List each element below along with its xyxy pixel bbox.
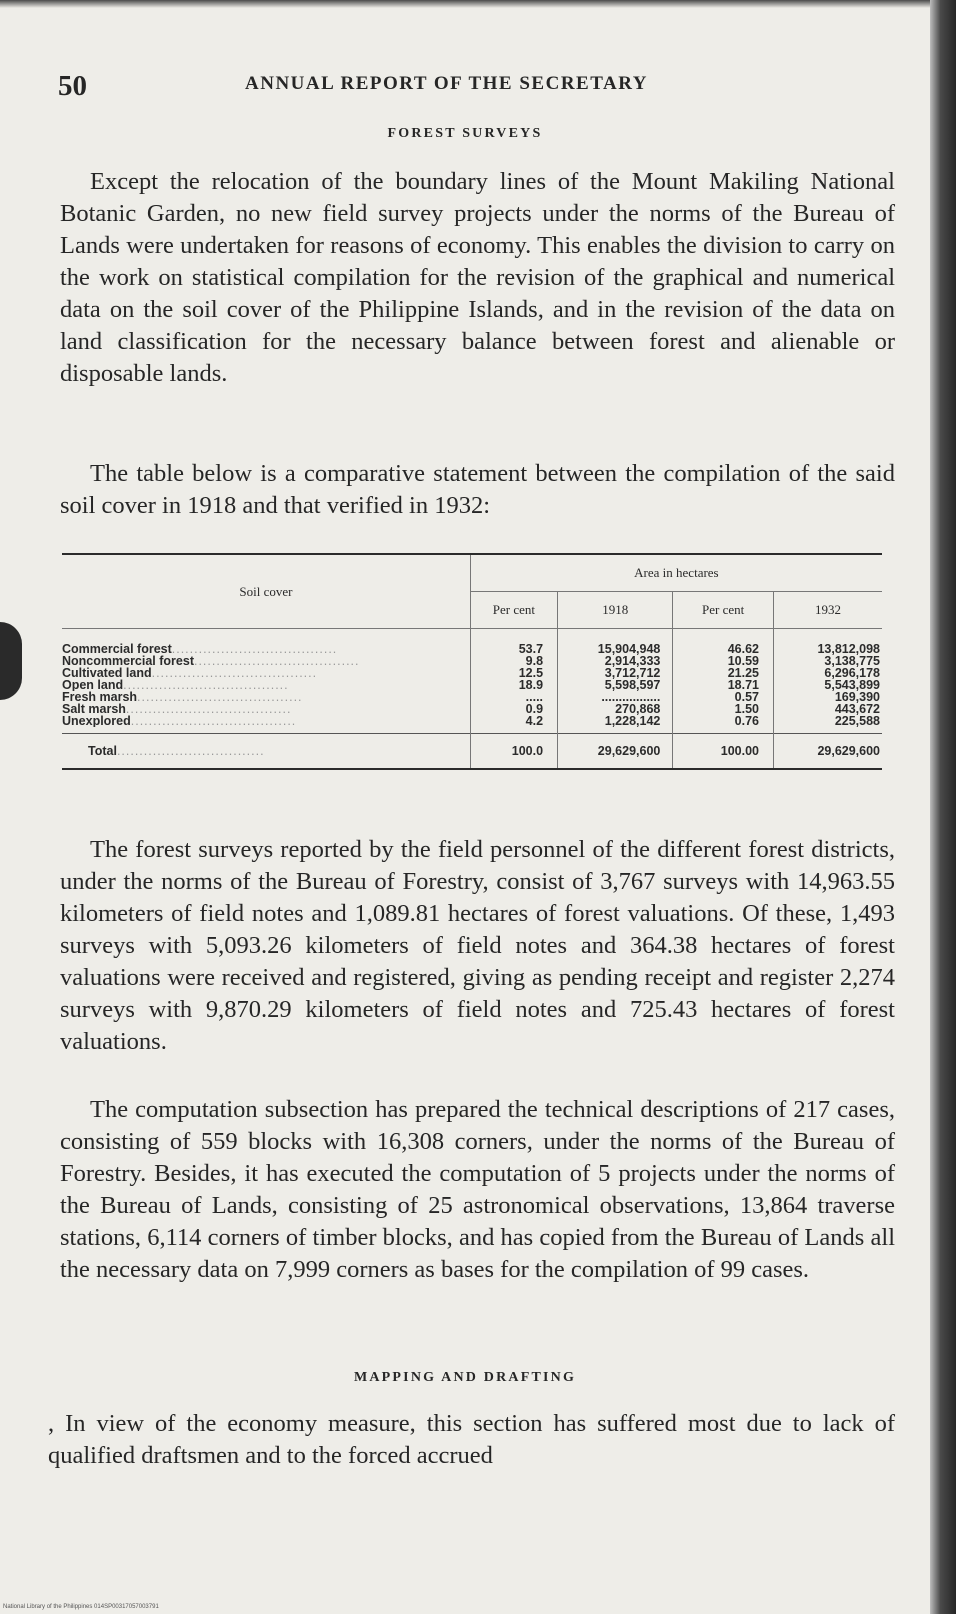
table-cell: 169,390 bbox=[834, 691, 880, 703]
paragraph-computation: The computation subsection has prepared the technical descriptions of 217 cases, consisting of 559 blocks with 16,308 corners, under the norms of the Bureau of Forestry. Besides, it has executed the computation of 5 projects under the norms of the Bureau of Lands, consisting of 25 astronomical observations, 13,864 traverse stations, 6,114 corners of timber blocks, and has copied from the Bureau of Lands all the necessary data on 7,999 corners as bases for the compilation of 99 cases. bbox=[60, 1096, 895, 1283]
header-soil-cover: Soil cover bbox=[239, 583, 293, 599]
section-heading-mapping-drafting: MAPPING AND DRAFTING bbox=[353, 1370, 577, 1385]
table-cell: 12.5 bbox=[518, 667, 544, 679]
soil-cover-table bbox=[62, 553, 882, 770]
row-labels bbox=[62, 629, 470, 734]
column-1918 bbox=[558, 629, 673, 734]
header-1918: 1918 bbox=[558, 592, 673, 629]
header-percent-1918: Per cent bbox=[470, 592, 557, 629]
table-cell: 1.50 bbox=[734, 703, 759, 715]
table-cell: 3,138,775 bbox=[824, 655, 880, 667]
table-row-label: Noncommercial forest..................................... bbox=[62, 655, 360, 667]
table-cell: 2,914,333 bbox=[604, 655, 661, 667]
table-cell: ..... bbox=[525, 691, 544, 703]
header-area-in-hectares: Area in hectares bbox=[470, 554, 882, 592]
table-cell: 5,543,899 bbox=[824, 679, 880, 691]
table-cell: 4.2 bbox=[525, 715, 544, 727]
section-heading-forest-surveys: FOREST SURVEYS bbox=[387, 126, 543, 141]
table-cell: 18.9 bbox=[518, 679, 544, 691]
table-cell: 10.59 bbox=[727, 655, 759, 667]
header-percent-1932: Per cent bbox=[673, 592, 774, 629]
table-cell: 3,712,712 bbox=[604, 667, 661, 679]
total-percent-1918: 100.0 bbox=[470, 734, 557, 770]
table-row-label: Cultivated land..................................... bbox=[62, 667, 318, 679]
paragraph-forest-surveys: The forest surveys reported by the field personnel of the different forest districts, under the norms of the Bureau of Forestry, consist of 3,767 surveys with 14,963.55 kilometers of field notes and 1,089.81 hectares of forest valuations. Of these, 1,493 surveys with 5,093.26 kilometers of field notes and 364.38 hectares of forest valuations were received and registered, giving as pending receipt and register 2,274 surveys with 9,870.29 kilometers of field notes and 725.43 hectares of forest valuations. bbox=[60, 836, 895, 1055]
table-total-row bbox=[62, 734, 882, 770]
total-percent-1932: 100.00 bbox=[673, 734, 774, 770]
page-right-edge bbox=[930, 0, 956, 1614]
table-cell: 443,672 bbox=[834, 703, 880, 715]
table-cell: ................. bbox=[601, 691, 661, 703]
table-row-label: Open land..................................... bbox=[62, 679, 289, 691]
table-cell: 0.9 bbox=[525, 703, 544, 715]
table-cell: 15,904,948 bbox=[597, 643, 661, 655]
paragraph-table-intro: The table below is a comparative statement between the compilation of the said soil cover in 1918 and that verified in 1932: bbox=[60, 460, 895, 519]
scan-footer-mark: National Library of the Philippines 014SP00317057003791 bbox=[3, 1604, 159, 1610]
table-cell: 225,588 bbox=[834, 715, 880, 727]
table-cell: 21.25 bbox=[727, 667, 759, 679]
table-cell: 6,296,178 bbox=[824, 667, 880, 679]
table-cell: 0.57 bbox=[734, 691, 759, 703]
table-row-label: Unexplored..................................... bbox=[62, 715, 297, 727]
table-cell: 9.8 bbox=[525, 655, 544, 667]
table-cell: 13,812,098 bbox=[817, 643, 880, 655]
table-cell: 18.71 bbox=[727, 679, 759, 691]
table-cell: 0.76 bbox=[734, 715, 759, 727]
paragraph-intro: Except the relocation of the boundary lines of the Mount Makiling National Botanic Garden, no new field survey projects under the norms of the Bureau of Lands were undertaken for reasons of economy. This enables the division to carry on the work on statistical compilation for the revision of the graphical and numerical data on the soil cover of the Philippine Islands, and in the revision of the data on land classification for the necessary balance between forest and alienable or disposable lands. bbox=[60, 168, 895, 387]
page-number: 50 bbox=[58, 70, 87, 102]
header-1932: 1932 bbox=[773, 592, 882, 629]
column-percent-1932 bbox=[673, 629, 774, 734]
table-cell: 5,598,597 bbox=[604, 679, 661, 691]
table-cell: 53.7 bbox=[518, 643, 544, 655]
table-cell: 270,868 bbox=[615, 703, 661, 715]
total-1918: 29,629,600 bbox=[558, 734, 673, 770]
table-row-label: Commercial forest..................................... bbox=[62, 643, 338, 655]
total-1932: 29,629,600 bbox=[773, 734, 882, 770]
paragraph-mapping: , In view of the economy measure, this section has suffered most due to lack of qualified draftsmen and to the forced accrued bbox=[48, 1410, 895, 1469]
page-top-edge bbox=[0, 0, 956, 8]
table-row-label: Salt marsh..................................... bbox=[62, 703, 292, 715]
column-percent-1918 bbox=[470, 629, 557, 734]
table-cell: 46.62 bbox=[727, 643, 759, 655]
column-1932 bbox=[773, 629, 882, 734]
table-cell: 1,228,142 bbox=[604, 715, 661, 727]
table-row-label: Fresh marsh..................................... bbox=[62, 691, 303, 703]
running-head: ANNUAL REPORT OF THE SECRETARY bbox=[245, 73, 648, 94]
total-label: Total................................. bbox=[62, 734, 470, 770]
binding-shadow bbox=[0, 622, 22, 700]
